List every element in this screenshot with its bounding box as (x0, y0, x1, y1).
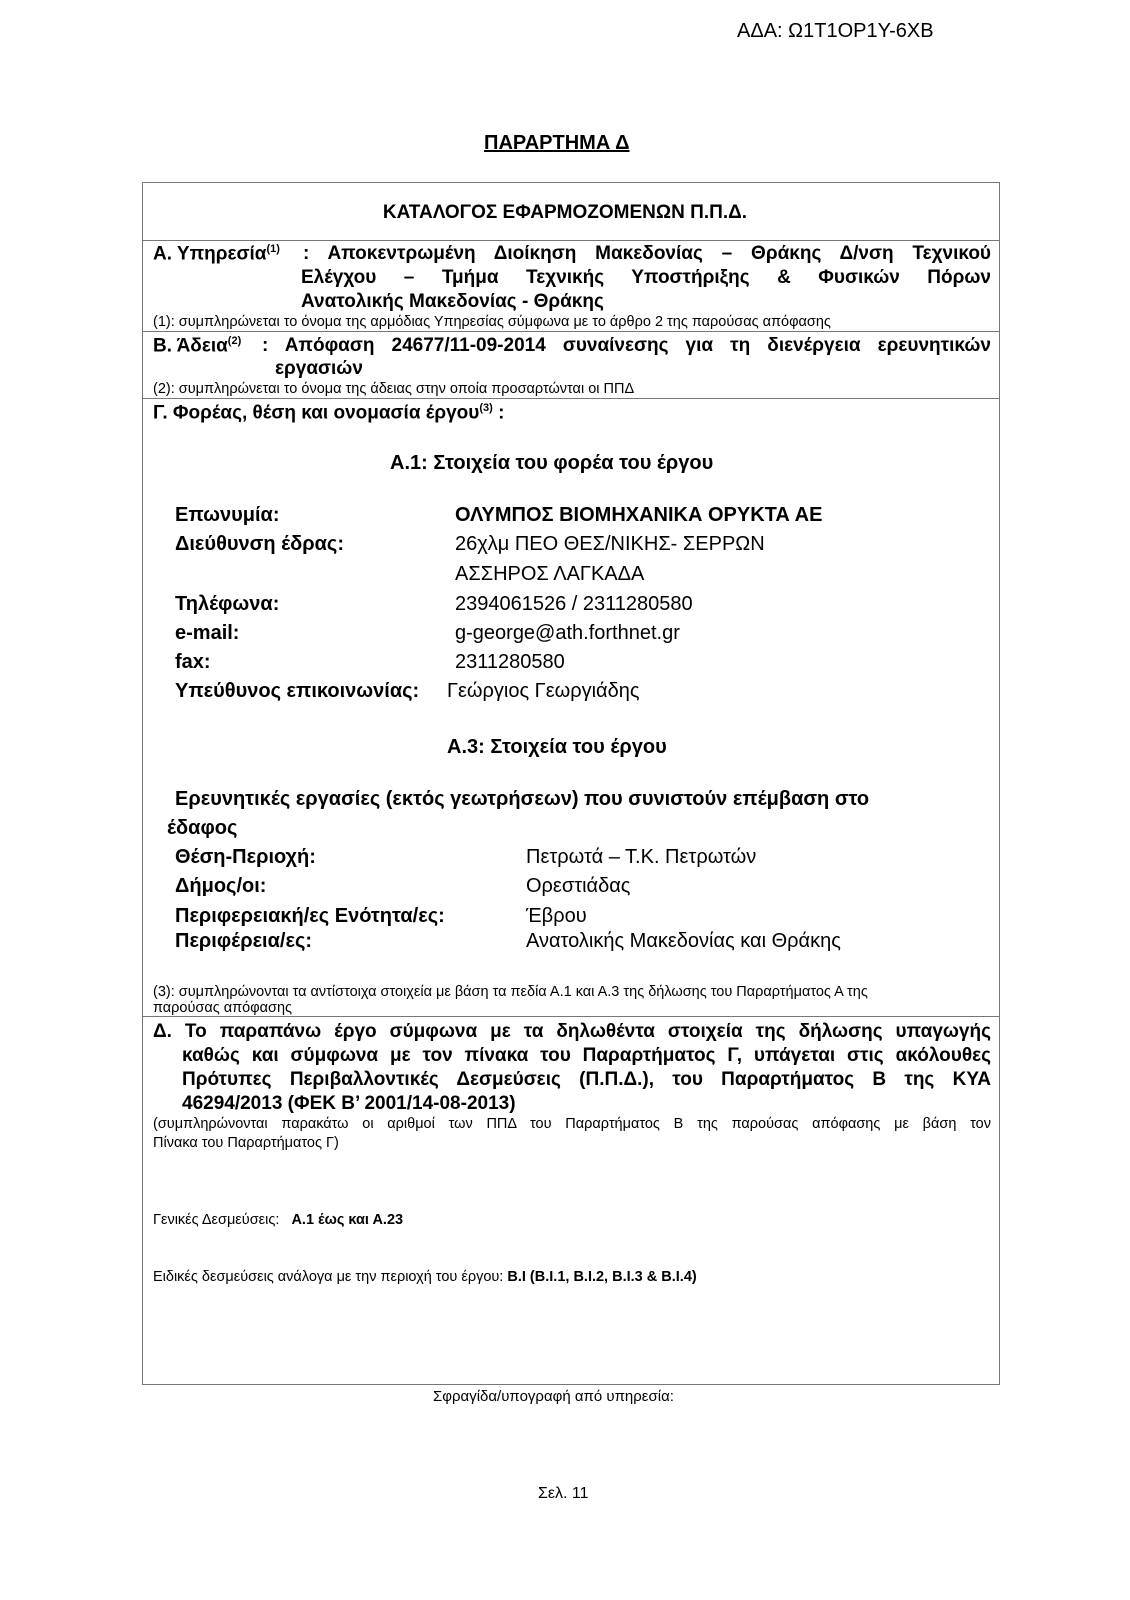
section-a-label: Α. Υπηρεσία$^{(1)}$ (153, 243, 280, 265)
project-line1: Ερευνητικές εργασίες (εκτός γεωτρήσεων) που συνιστούν επέμβαση στο (175, 788, 870, 810)
a3-field-value: Ορεστιάδας (526, 875, 631, 897)
stamp-label: Σφραγίδα/υπογραφή από υπηρεσία: (433, 1388, 674, 1405)
table-title: ΚΑΤΑΛΟΓΟΣ ΕΦΑΡΜΟΖΟΜΕΝΩΝ Π.Π.Δ. (382, 202, 748, 223)
section-d-note-line2: Πίνακα του Παραρτήματος Γ) (153, 1135, 339, 1151)
ppd-table (142, 182, 1000, 1385)
a1-field-label: Τηλέφωνα: (175, 593, 280, 615)
a3-field-label: Δήμος/οι: (175, 875, 267, 897)
project-line2: έδαφος (167, 817, 238, 839)
section-b-line2: εργασιών (275, 358, 363, 379)
section-c-label: Γ. Φορέας, θέση και ονομασία έργου$^{(3)}$ : (153, 402, 505, 424)
specific-commitments: Ειδικές δεσμεύσεις ανάλογα με την περιοχή του έργου: Β.Ι (Β.Ι.1, Β.Ι.2, Β.Ι.3 & Β.Ι.4) (153, 1269, 697, 1285)
a3-field-label: Περιφερειακή/ες Ενότητα/ες: (175, 905, 445, 927)
a1-field-label: Διεύθυνση έδρας: (175, 533, 344, 555)
a1-field-value: 26χλμ ΠΕΟ ΘΕΣ/ΝΙΚΗΣ- ΣΕΡΡΩΝ (455, 533, 765, 555)
section-a-line1: : Αποκεντρωμένη Διοίκηση Μακεδονίας – Θράκης Δ/νση Τεχνικού (303, 243, 991, 264)
section-c-note-line2: παρούσας απόφασης (153, 1000, 293, 1016)
divider (142, 240, 1000, 241)
section-d-line1: Δ. Το παραπάνω έργο σύμφωνα με τα δηλωθέντα στοιχεία της δήλωσης υπαγωγής (153, 1021, 991, 1042)
a3-field-value: Πετρωτά – Τ.Κ. Πετρωτών (526, 846, 757, 868)
ada-code: ΑΔΑ: Ω1Τ1ΟΡ1Υ-6ΧΒ (737, 20, 934, 42)
divider (142, 1016, 1000, 1017)
section-a-line2: Ελέγχου – Τμήμα Τεχνικής Υποστήριξης & Φυσικών Πόρων (301, 267, 991, 288)
section-a-note: (1): συμπληρώνεται το όνομα της αρμόδιας Υπηρεσίας σύμφωνα με το άρθρο 2 της παρούσας απόφασης (153, 314, 831, 330)
section-a-line3: Ανατολικής Μακεδονίας - Θράκης (301, 291, 604, 312)
a3-field-label: Περιφέρεια/ες: (175, 930, 313, 952)
a3-field-value: Έβρου (526, 905, 587, 927)
annex-title: ΠΑΡΑΡΤΗΜΑ Δ (484, 132, 630, 154)
a3-title: Α.3: Στοιχεία του έργου (447, 736, 667, 758)
a1-title: Α.1: Στοιχεία του φορέα του έργου (390, 452, 714, 474)
a1-field-label: Υπεύθυνος επικοινωνίας: (175, 680, 420, 702)
section-d-line2: καθώς και σύμφωνα με τον πίνακα του Παραρτήματος Γ, υπάγεται στις ακόλουθες (182, 1045, 991, 1066)
a1-field-value: Γεώργιος Γεωργιάδης (447, 680, 640, 702)
section-c-note-line1: (3): συμπληρώνονται τα αντίστοιχα στοιχεία με βάση τα πεδία Α.1 και Α.3 της δήλωσης του Παραρτήματος Α της (153, 984, 868, 1000)
a1-field-value: ΟΛΥΜΠΟΣ ΒΙΟΜΗΧΑΝΙΚΑ ΟΡΥΚΤΑ ΑΕ (455, 504, 823, 526)
general-commitments: Γενικές Δεσμεύσεις: Α.1 έως και Α.23 (153, 1212, 404, 1228)
a1-field-value: g-george@ath.forthnet.gr (455, 622, 680, 644)
a3-field-value: Ανατολικής Μακεδονίας και Θράκης (526, 930, 841, 952)
section-d-line4: 46294/2013 (ΦΕΚ Β’ 2001/14-08-2013) (182, 1093, 516, 1114)
a1-field-label: fax: (175, 651, 211, 673)
section-b-line1: : Απόφαση 24677/11-09-2014 συναίνεσης για τη διενέργεια ερευνητικών (262, 335, 991, 356)
section-b-label: Β. Άδεια$^{(2)}$ (153, 335, 242, 357)
a1-field-value: ΑΣΣΗΡΟΣ ΛΑΓΚΑΔΑ (455, 563, 645, 585)
a1-field-value: 2394061526 / 2311280580 (455, 593, 693, 615)
a3-field-label: Θέση-Περιοχή: (175, 846, 316, 868)
section-d-note-line1: (συμπληρώνονται παρακάτω οι αριθμοί των ΠΠΔ του Παραρτήματος Β της παρούσας απόφασης με βάση τον (153, 1116, 991, 1132)
a1-field-label: Επωνυμία: (175, 504, 280, 526)
section-b-note: (2): συμπληρώνεται το όνομα της άδειας στην οποία προσαρτώνται οι ΠΠΔ (153, 381, 635, 397)
a1-field-value: 2311280580 (455, 651, 565, 673)
divider (142, 331, 1000, 332)
page-number: Σελ. 11 (538, 1485, 589, 1502)
divider (142, 398, 1000, 399)
a1-field-label: e-mail: (175, 622, 240, 644)
section-d-line3: Πρότυπες Περιβαλλοντικές Δεσμεύσεις (Π.Π.Δ.), του Παραρτήματος Β της ΚΥΑ (182, 1069, 991, 1090)
